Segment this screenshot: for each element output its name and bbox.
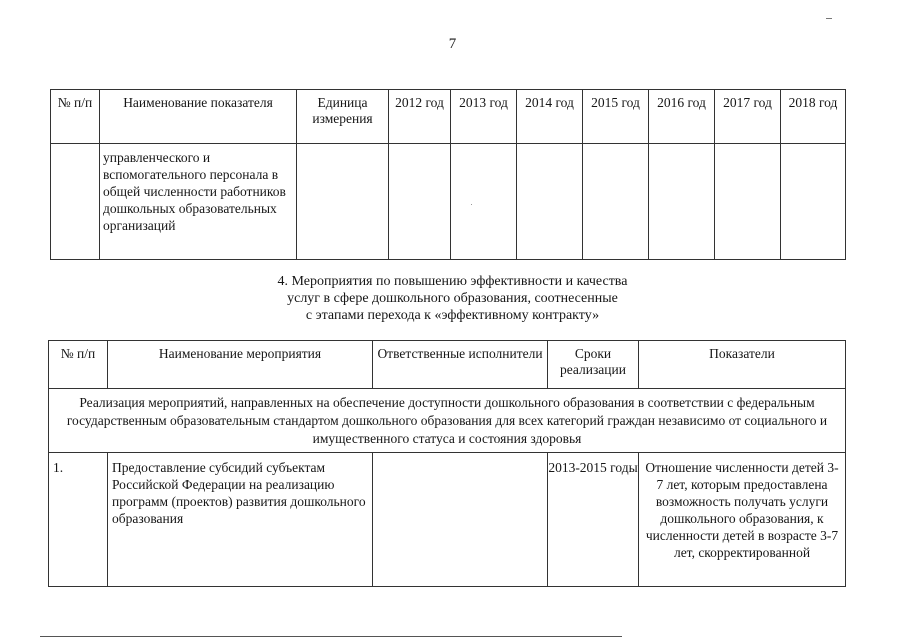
col-number: № п/п bbox=[49, 341, 108, 389]
indicators-table bbox=[50, 89, 846, 260]
measures-table bbox=[48, 340, 846, 587]
table-header-row bbox=[51, 90, 846, 144]
row-2013 bbox=[451, 144, 517, 260]
row-2012 bbox=[389, 144, 451, 260]
col-unit: Единица измерения bbox=[297, 90, 389, 144]
row-number: 1. bbox=[49, 453, 108, 587]
col-responsible: Ответственные исполнители bbox=[373, 341, 548, 389]
row-2017 bbox=[715, 144, 781, 260]
col-measure-name: Наименование мероприятия bbox=[108, 341, 373, 389]
row-unit bbox=[297, 144, 389, 260]
table-row bbox=[49, 453, 846, 587]
row-indicators: Отношение численности детей 3-7 лет, которым предоставлена возможность получать услуги дошкольного образования, к численности детей в возрасте 3-7 лет, скорректированной bbox=[639, 453, 846, 587]
page-number: 7 bbox=[448, 36, 457, 52]
row-2014 bbox=[517, 144, 583, 260]
row-responsible bbox=[373, 453, 548, 587]
col-2018: 2018 год bbox=[781, 90, 846, 144]
table-header-row bbox=[49, 341, 846, 389]
row-2015 bbox=[583, 144, 649, 260]
col-2013: 2013 год bbox=[451, 90, 517, 144]
col-2015: 2015 год bbox=[583, 90, 649, 144]
row-measure-name: Предоставление субсидий субъектам Российской Федерации на реализацию программ (проектов) развития дошкольного образования bbox=[108, 453, 373, 587]
section-title-line: 4. Мероприятия по повышению эффективности и качества bbox=[277, 274, 628, 289]
col-2014: 2014 год bbox=[517, 90, 583, 144]
section-title-line: с этапами перехода к «эффективному контракту» bbox=[305, 308, 600, 323]
col-2016: 2016 год bbox=[649, 90, 715, 144]
row-terms: 2013-2015 годы bbox=[548, 453, 639, 587]
row-indicator-name: управленческого и вспомогательного персонала в общей численности работников дошкольных образовательных организаций bbox=[100, 144, 297, 260]
group-title: Реализация мероприятий, направленных на обеспечение доступности дошкольного образования в соответствии с федеральным государственным образовательным стандартом дошкольного образования для всех категорий граждан независимо от социального и имущественного статуса и состояния здоровья bbox=[49, 389, 846, 453]
section-title bbox=[0, 273, 905, 324]
page-bottom-rule bbox=[40, 636, 622, 637]
table-group-row bbox=[49, 389, 846, 453]
col-indicators: Показатели bbox=[639, 341, 846, 389]
table-row bbox=[51, 144, 846, 260]
row-2016 bbox=[649, 144, 715, 260]
col-indicator-name: Наименование показателя bbox=[100, 90, 297, 144]
scan-mark bbox=[826, 18, 832, 19]
row-number bbox=[51, 144, 100, 260]
col-terms: Сроки реализации bbox=[548, 341, 639, 389]
col-2017: 2017 год bbox=[715, 90, 781, 144]
section-title-line: услуг в сфере дошкольного образования, соотнесенные bbox=[287, 291, 618, 306]
col-number: № п/п bbox=[51, 90, 100, 144]
row-2018 bbox=[781, 144, 846, 260]
col-2012: 2012 год bbox=[389, 90, 451, 144]
